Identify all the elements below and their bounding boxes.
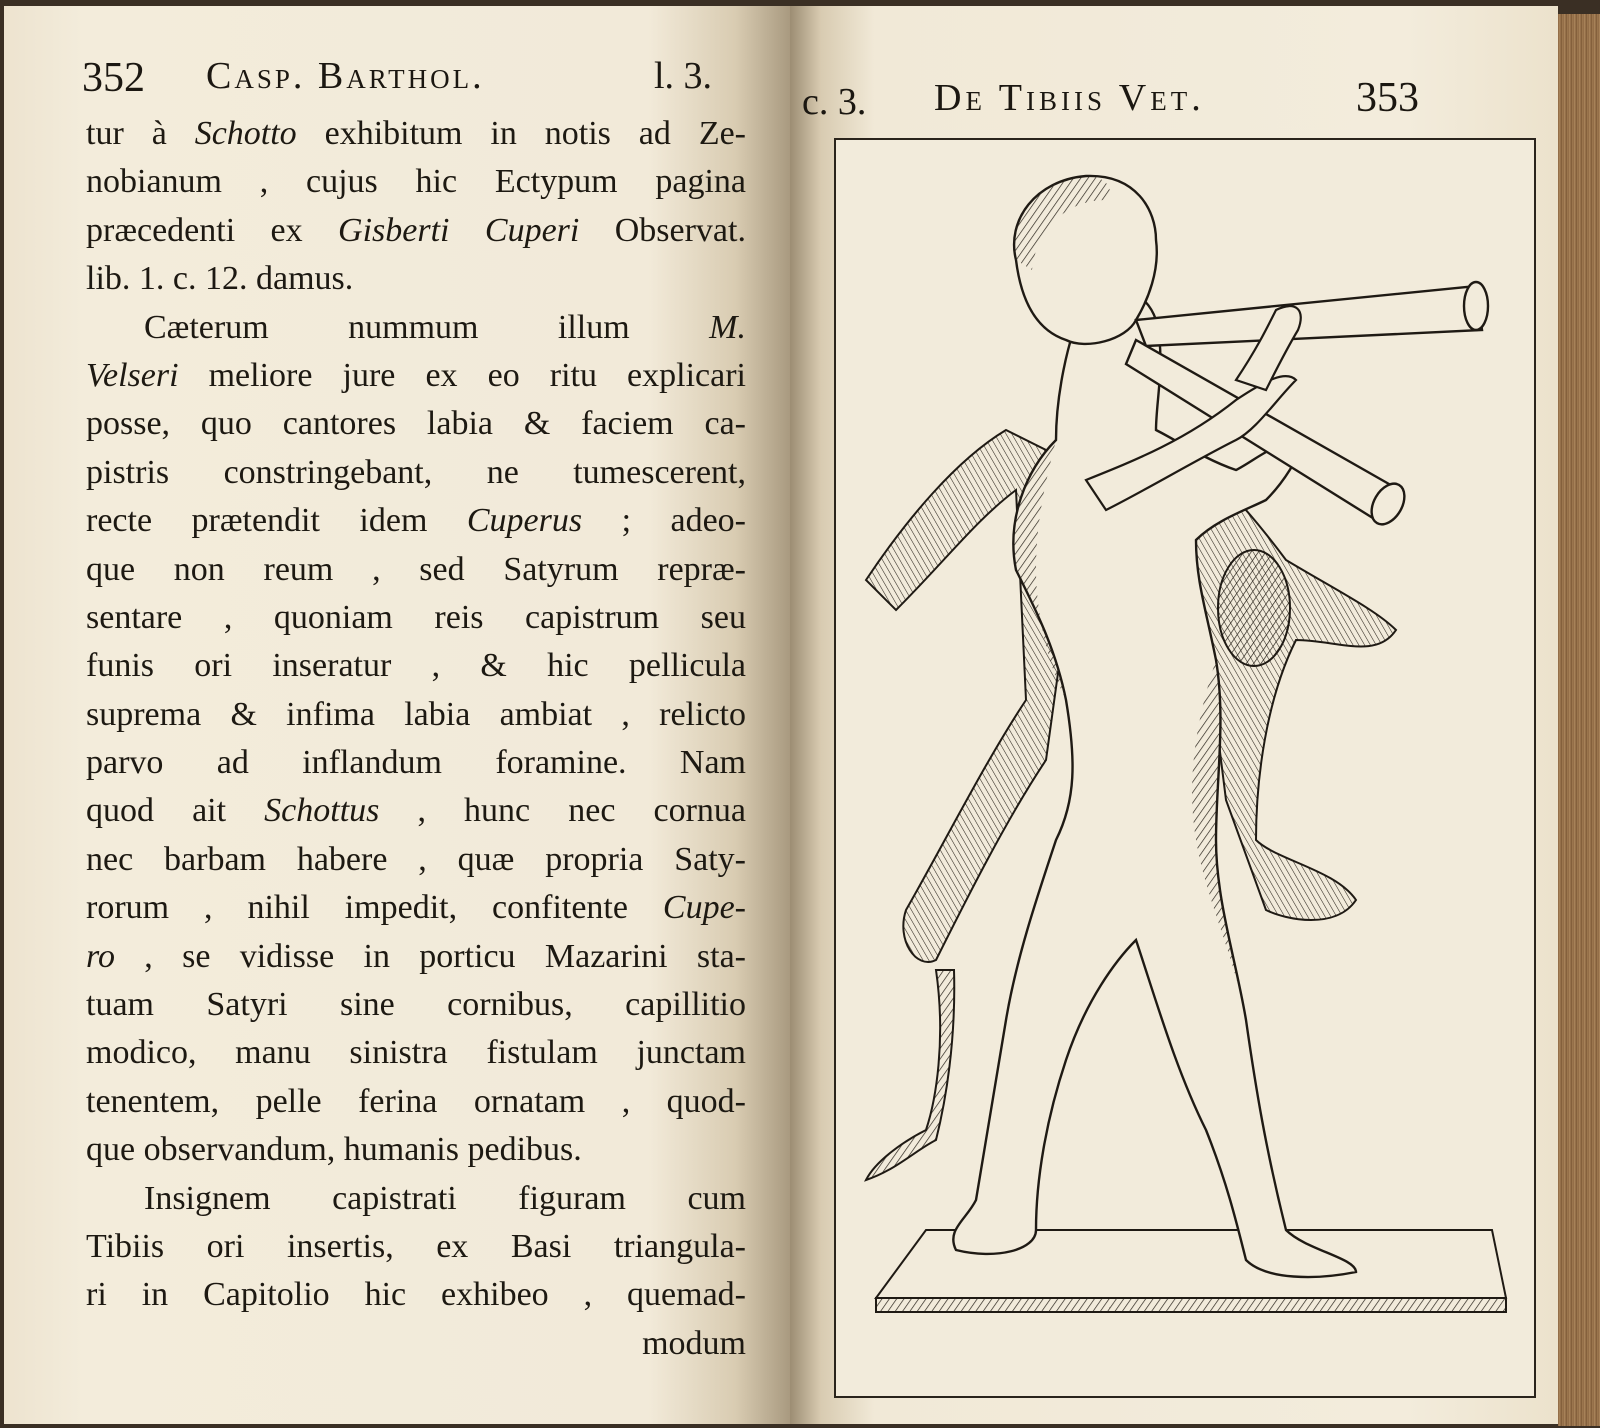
text-run: quod ait [86, 792, 265, 830]
text-run: rorum , nihil impedit, confitente [86, 889, 663, 927]
text-run: tenentem, pelle ferina ornatam , quod- [86, 1082, 746, 1120]
text-run: nobianum , cujus hic Ectypum pagina [86, 163, 746, 201]
text-line [86, 1223, 746, 1271]
text-line [86, 449, 746, 497]
text-line [86, 304, 746, 352]
italic-text: Velseri [86, 356, 179, 394]
text-run: sentare , quoniam reis capistrum seu [86, 598, 746, 636]
text-line [86, 594, 746, 642]
page-number-right: 353 [1356, 75, 1419, 121]
text-line [86, 1126, 746, 1174]
italic-text: Schottus [264, 792, 380, 830]
text-line [86, 691, 746, 739]
italic-text: Cuperus [466, 502, 583, 540]
text-run: pistris constringebant, ne tumescerent, [86, 453, 746, 491]
text-line [86, 981, 746, 1029]
text-line [86, 1271, 746, 1319]
text-run: tuam Satyri sine cornibus, capillitio [86, 986, 746, 1024]
italic-text: M. [709, 308, 746, 346]
text-run: recte prætendit idem [86, 502, 467, 540]
right-page [790, 6, 1558, 1424]
text-line [86, 1078, 746, 1126]
text-line [86, 255, 746, 303]
text-line [86, 1320, 746, 1368]
engraving-plate [834, 138, 1536, 1398]
text-line [86, 787, 746, 835]
text-run: tur à [86, 115, 195, 152]
text-run: ri in Capitolio hic exhibeo , quemad- [86, 1276, 746, 1314]
text-line [86, 546, 746, 594]
text-run: exhibitum in notis ad Ze- [296, 115, 747, 152]
body-text [86, 110, 746, 1368]
text-line [86, 352, 746, 400]
italic-text: ro [86, 937, 115, 975]
text-run: , se vidisse in porticu Mazarini sta- [114, 937, 746, 975]
left-running-head [4, 50, 790, 114]
text-run: lib. 1. c. 12. damus. [86, 260, 354, 298]
italic-text: Cupe- [662, 889, 746, 927]
text-run: parvo ad inflandum foramine. Nam [86, 744, 746, 782]
text-line [86, 497, 746, 545]
text-run: modum [642, 1324, 746, 1362]
text-run: Tibiis ori insertis, ex Basi triangula- [86, 1227, 746, 1265]
text-line [86, 158, 746, 206]
text-run: posse, quo cantores labia & faciem ca- [86, 405, 746, 443]
text-line [86, 739, 746, 787]
page-number-left: 352 [82, 55, 145, 101]
text-line [86, 1029, 746, 1077]
text-run: præcedenti ex [86, 211, 339, 249]
right-running-head [790, 50, 1558, 123]
italic-text: Gisberti Cuperi [338, 211, 580, 249]
running-title-left: Casp. Barthol. [206, 55, 485, 97]
text-run: Insignem capistrati figuram cum [144, 1179, 746, 1217]
text-run: Cæterum nummum illum [144, 308, 710, 346]
text-run: , hunc nec cornua [379, 792, 746, 830]
text-run: meliore jure ex eo ritu explicari [178, 356, 746, 394]
text-run: modico, manu sinistra fistulam junctam [86, 1034, 746, 1072]
text-run: nec barbam habere , quæ propria Saty- [86, 840, 746, 878]
running-title-right: De Tibiis Vet. [934, 77, 1205, 119]
text-run: suprema & infima labia ambiat , relicto [86, 695, 746, 733]
engraving-satyr-playing-double-pipes-icon [836, 140, 1534, 1396]
text-line [86, 110, 746, 158]
text-line [86, 884, 746, 932]
text-line [86, 933, 746, 981]
text-run: que observandum, humanis pedibus. [86, 1131, 582, 1169]
left-page [4, 6, 790, 1424]
text-run: Observat. [579, 211, 746, 249]
text-line [86, 1175, 746, 1223]
text-line [86, 207, 746, 255]
book-page-edges [1558, 14, 1600, 1426]
text-run: funis ori inseratur , & hic pellicula [86, 647, 746, 685]
chapter-ref-right: c. 3. [802, 81, 867, 123]
text-line [86, 836, 746, 884]
chapter-ref-left: l. 3. [654, 55, 713, 97]
text-line [86, 642, 746, 690]
text-run: ; adeo- [582, 502, 746, 540]
text-run: que non reum , sed Satyrum repræ- [86, 550, 746, 588]
italic-text: Schotto [194, 115, 297, 152]
text-line [86, 400, 746, 448]
